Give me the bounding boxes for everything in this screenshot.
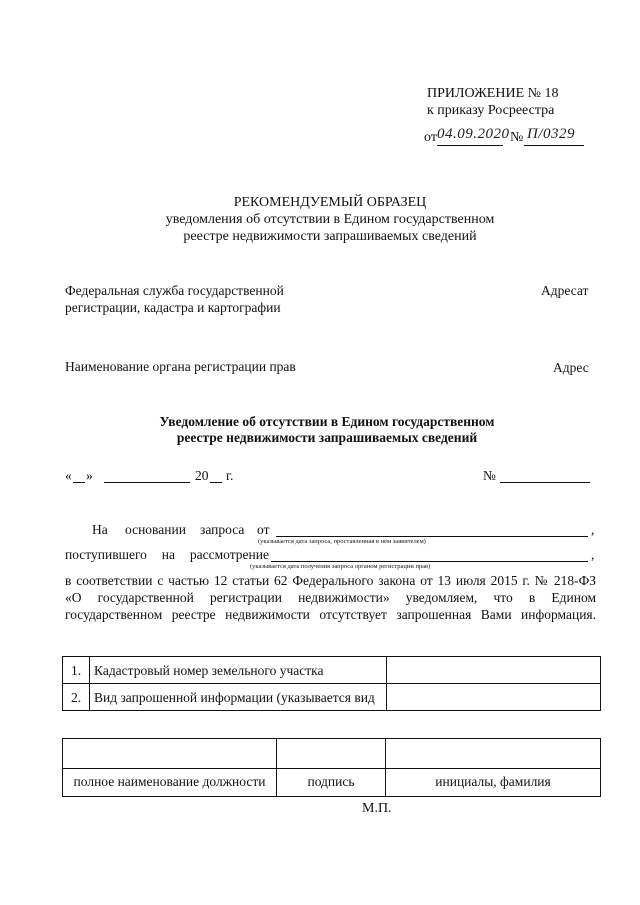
cadastral-number-value[interactable] — [387, 657, 601, 684]
position-caption: полное наименование должности — [63, 769, 277, 797]
received-date-hint: (указывается дата получения запроса органом регистрации прав) — [250, 563, 431, 570]
document-title: РЕКОМЕНДУЕМЫЙ ОБРАЗЕЦ — [233, 195, 427, 210]
number-prefix: № — [510, 130, 524, 145]
body-word-4: от — [257, 522, 270, 537]
requested-info-type-label: Вид запрошенной информации (указывается вид — [90, 684, 387, 711]
recipient-label: Адресат — [541, 283, 589, 298]
notice-number-blank — [500, 482, 590, 483]
table-row — [63, 739, 601, 769]
row-number: 1. — [63, 657, 90, 684]
comma-2: , — [591, 547, 595, 562]
signature-caption: подпись — [277, 769, 386, 797]
notice-heading-line1: Уведомление об отсутствии в Едином государственном — [159, 414, 495, 429]
handwritten-number: П/0329 — [527, 126, 575, 142]
notice-heading-line2: реестре недвижимости запрашиваемых сведений — [176, 430, 478, 445]
table-row — [63, 684, 601, 711]
date-prefix: от — [424, 130, 437, 145]
cadastral-number-label: Кадастровый номер земельного участка — [90, 657, 387, 684]
law-reference-line1: в соответствии с частью 12 статьи 62 Федерального закона от 13 июля 2015 г. № 218-ФЗ — [65, 573, 596, 588]
notice-number-sign: № — [483, 468, 496, 483]
appendix-number: ПРИЛОЖЕНИЕ № 18 — [427, 86, 559, 101]
body-word-3: запроса — [200, 522, 245, 537]
body-word-1: На — [92, 522, 108, 537]
date-close-quote: » — [86, 468, 93, 483]
requested-info-type-value[interactable] — [387, 684, 601, 711]
comma-1: , — [591, 522, 595, 537]
received-date-blank — [271, 561, 588, 562]
document-subtitle-line1: уведомления об отсутствии в Едином государственном — [165, 212, 495, 227]
request-date-blank — [276, 536, 588, 537]
year-suffix: г. — [226, 468, 234, 483]
received-label: поступившего на рассмотрение — [65, 547, 269, 562]
table-row — [63, 657, 601, 684]
initials-field[interactable] — [386, 739, 601, 769]
info-table — [62, 656, 601, 711]
signature-field[interactable] — [277, 739, 386, 769]
request-date-hint: (указывается дата запроса, проставленная в нем заявителем) — [258, 538, 426, 545]
position-field[interactable] — [63, 739, 277, 769]
year-prefix: 20 — [195, 468, 209, 483]
year-blank — [210, 482, 222, 483]
day-blank — [73, 482, 85, 483]
registration-authority-label: Наименование органа регистрации прав — [65, 359, 296, 374]
date-underline — [437, 145, 503, 146]
sender-name-line2: регистрации, кадастра и картографии — [65, 300, 281, 315]
table-row — [63, 769, 601, 797]
address-label: Адрес — [553, 360, 589, 375]
initials-caption: инициалы, фамилия — [386, 769, 601, 797]
signature-table — [62, 738, 601, 797]
law-reference-line2: «О государственной регистрации недвижимости» уведомляем, что в Едином — [65, 590, 596, 605]
date-open-quote: « — [65, 468, 72, 483]
law-reference-line3: государственном реестре недвижимости отсутствует запрошенная Вами информация. — [65, 607, 596, 622]
stamp-place: М.П. — [362, 801, 392, 816]
sender-name-line1: Федеральная служба государственной — [65, 283, 284, 298]
handwritten-date: 04.09.2020 — [437, 126, 510, 142]
document-subtitle-line2: реестре недвижимости запрашиваемых сведений — [183, 229, 477, 244]
row-number: 2. — [63, 684, 90, 711]
body-word-2: основании — [125, 522, 186, 537]
month-blank — [104, 482, 190, 483]
number-underline — [524, 145, 584, 146]
order-reference: к приказу Росреестра — [427, 103, 555, 118]
